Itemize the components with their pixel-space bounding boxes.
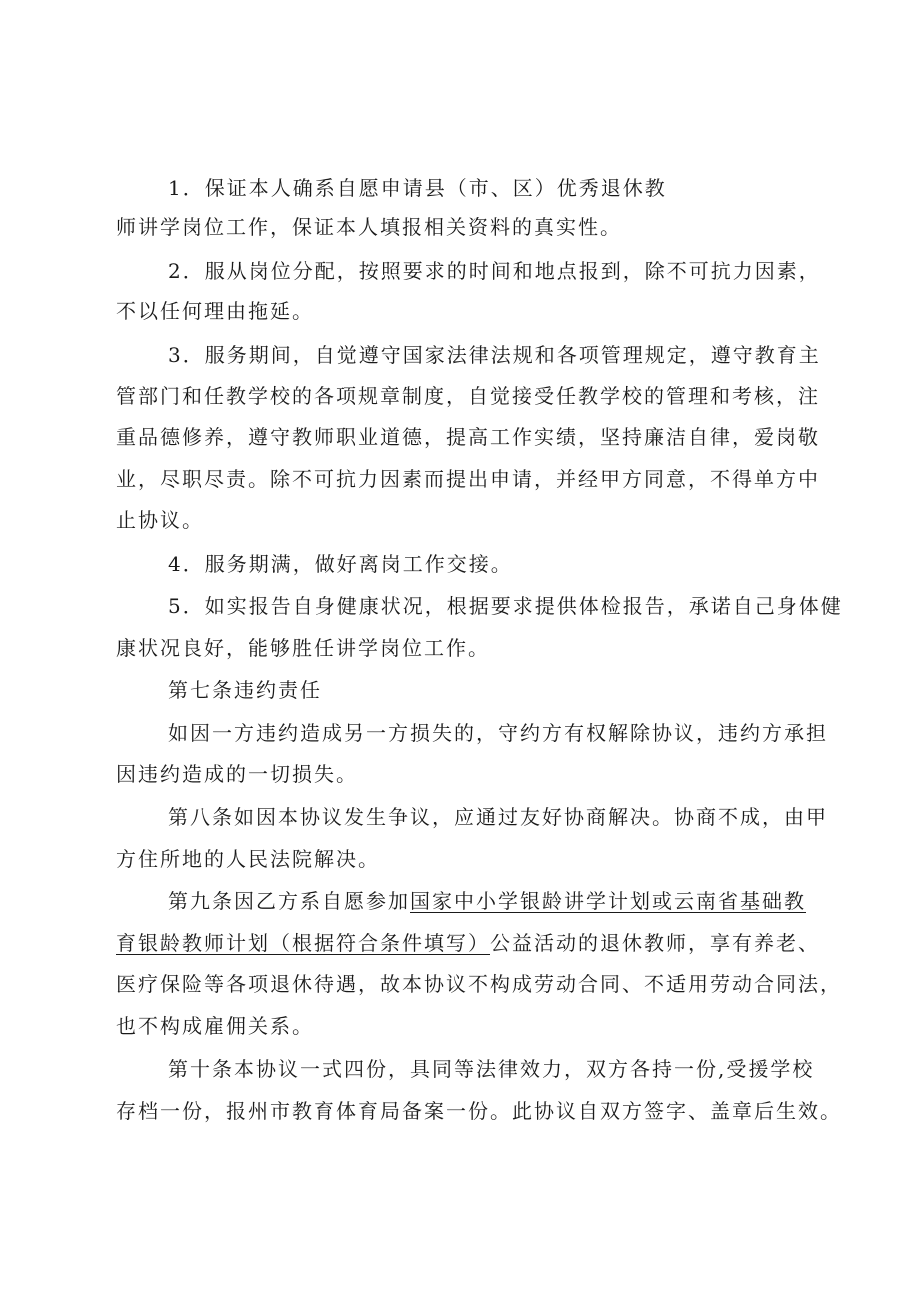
article-7-line-2: 因违约造成的一切损失。 [116, 762, 358, 786]
article-7-heading: 第七条违约责任 [168, 678, 322, 702]
article-10-line-2: 存档一份，报州市教育体育局备案一份。此协议自双方签字、盖章后生效。 [116, 1099, 842, 1123]
article-9-line-4: 也不构成雇佣关系。 [116, 1014, 314, 1038]
article-8-line-1: 第八条如因本协议发生争议，应通过友好协商解决。协商不成，由甲 [168, 805, 828, 829]
clause-3-line-3: 重品德修养，遵守教师职业道德，提高工作实绩，坚持廉洁自律，爱岗敬 [116, 425, 820, 449]
clause-3-line-1: 3．服务期间，自觉遵守国家法律法规和各项管理规定，遵守教育主 [168, 343, 821, 367]
clause-3-line-4: 业，尽职尽责。除不可抗力因素而提出申请，并经甲方同意，不得单方中 [116, 467, 820, 491]
article-9-program-underline-1: 国家中小学银龄讲学计划或云南省基础教 [410, 889, 806, 913]
article-9-line-1 [168, 887, 806, 915]
clause-3-line-5: 止协议。 [116, 508, 204, 532]
article-8-line-2: 方住所地的人民法院解决。 [116, 847, 380, 871]
clause-5-line-1: 5．如实报告自身健康状况，根据要求提供体检报告，承诺自己身体健 [168, 594, 843, 618]
clause-1-line-2: 师讲学岗位工作，保证本人填报相关资料的真实性。 [116, 215, 622, 239]
clause-5-line-2: 康状况良好，能够胜任讲学岗位工作。 [116, 636, 490, 660]
article-7-line-1: 如因一方违约造成另一方损失的，守约方有权解除协议，违约方承担 [168, 721, 828, 745]
clause-1-line-1: 1．保证本人确系自愿申请县（市、区）优秀退休教 [168, 176, 667, 200]
clause-3-line-2: 管部门和任教学校的各项规章制度，自觉接受任教学校的管理和考核，注 [116, 384, 820, 408]
article-9-line-2 [116, 929, 820, 957]
clause-4-line-1: 4．服务期满，做好离岗工作交接。 [168, 552, 513, 576]
article-9-lead: 第九条因乙方系自愿参加 [168, 889, 410, 913]
article-9-program-underline-2: 育银龄教师计划（根据符合条件填写） [116, 931, 490, 955]
article-9-line-3: 医疗保险等各项退休待遇，故本协议不构成劳动合同、不适用劳动合同法， [116, 972, 842, 996]
clause-2-line-1: 2．服从岗位分配，按照要求的时间和地点报到，除不可抗力因素， [168, 259, 821, 283]
article-9-tail: 公益活动的退休教师，享有养老、 [490, 931, 820, 955]
article-10-line-1: 第十条本协议一式四份，具同等法律效力，双方各持一份,受援学校 [168, 1057, 815, 1081]
clause-2-line-2: 不以任何理由拖延。 [116, 299, 314, 323]
